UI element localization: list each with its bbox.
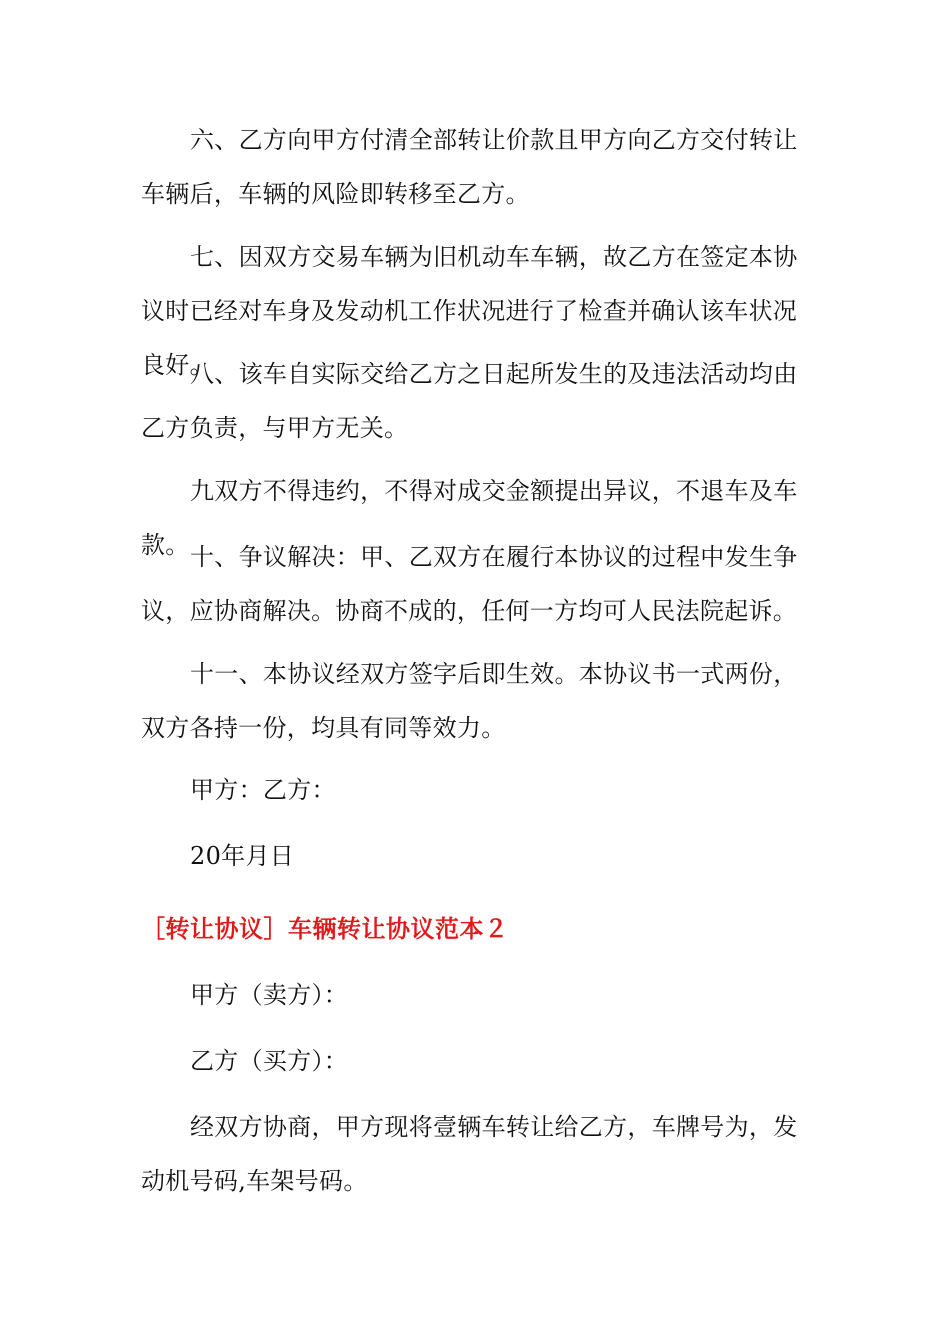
clause-7-paragraph: 七、因双方交易车辆为旧机动车车辆，故乙方在签定本协议时已经对车身及发动机工作状况进行了检查并确认该车状况良好。 [141, 243, 798, 379]
clause-6-paragraph: 六、乙方向甲方付清全部转让价款且甲方向乙方交付转让车辆后，车辆的风险即转移至乙方。 [141, 126, 798, 208]
clause-11-paragraph: 十一、本协议经双方签字后即生效。本协议书一式两份，双方各持一份，均具有同等效力。 [141, 660, 798, 742]
section-heading: ［转让协议］车辆转让协议范本２ [141, 915, 509, 943]
signature-line: 甲方：乙方： [190, 776, 336, 804]
clause-10-paragraph: 十、争议解决：甲、乙双方在履行本协议的过程中发生争议，应协商解决。协商不成的，任何一方均可人民法院起诉。 [141, 543, 798, 625]
date-line: 20年月日 [190, 842, 295, 870]
agreement-intro-paragraph: 经双方协商，甲方现将壹辆车转让给乙方，车牌号为，发动机号码,车架号码。 [141, 1113, 798, 1195]
party-b-line: 乙方（买方）： [190, 1047, 349, 1075]
clause-9-paragraph: 九双方不得违约，不得对成交金额提出异议，不退车及车款。 [141, 477, 798, 559]
clause-8-paragraph: 八、该车自实际交给乙方之日起所发生的及违法活动均由乙方负责，与甲方无关。 [141, 360, 798, 442]
party-a-line: 甲方（卖方）： [190, 981, 349, 1009]
